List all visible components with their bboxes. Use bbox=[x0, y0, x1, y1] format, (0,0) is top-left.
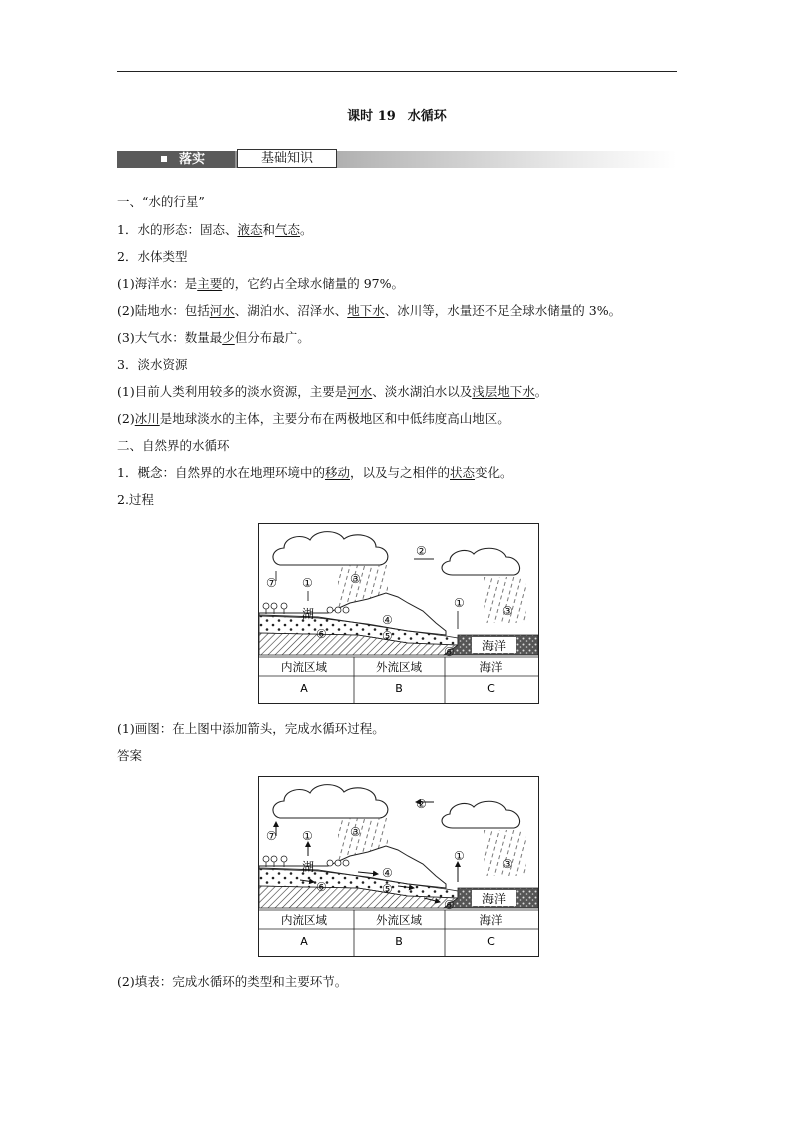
marker-5-answer: ⑤ bbox=[382, 882, 393, 896]
zone-a-label-answer: 内流区域 bbox=[281, 913, 327, 927]
lake-label-answer: 湖 bbox=[302, 860, 315, 874]
lesson-topic: 水循环 bbox=[407, 109, 447, 124]
banner-dark-block bbox=[117, 151, 235, 168]
marker-7: ⑦ bbox=[266, 576, 277, 590]
item-atmospheric-water: (3)大气水：数量最少但分布最广。 bbox=[117, 330, 310, 345]
banner-tab: 基础知识 bbox=[237, 149, 337, 168]
zone-c-label: 海洋 bbox=[479, 660, 503, 674]
marker-1: ① bbox=[302, 576, 313, 590]
zone-a-label: 内流区域 bbox=[281, 660, 327, 674]
water-cycle-diagram-answer bbox=[258, 776, 539, 957]
item-freshwater-use: (1)目前人类利用较多的淡水资源，主要是河水、淡水湖泊水以及浅层地下水。 bbox=[117, 384, 548, 399]
marker-3: ③ bbox=[350, 572, 361, 586]
header-rule bbox=[117, 71, 677, 72]
marker-2: ② bbox=[416, 544, 427, 558]
marker-6b-answer: ⑥ bbox=[444, 898, 455, 912]
sea-label-answer: 海洋 bbox=[481, 892, 507, 906]
label-b-answer: B bbox=[395, 935, 403, 948]
marker-6b: ⑥ bbox=[444, 645, 455, 659]
sea-label: 海洋 bbox=[481, 639, 507, 653]
zone-c-label-answer: 海洋 bbox=[479, 913, 503, 927]
marker-3b-answer: ③ bbox=[502, 857, 513, 871]
zone-b-label: 外流区域 bbox=[376, 660, 422, 674]
marker-1b: ① bbox=[454, 596, 465, 610]
marker-2-answer: ② bbox=[416, 797, 427, 811]
marker-7-answer: ⑦ bbox=[266, 829, 277, 843]
lesson-number: 课时 19 bbox=[347, 109, 396, 124]
item-process: 2.过程 bbox=[117, 492, 154, 507]
section-banner bbox=[117, 149, 677, 170]
zone-b-label-answer: 外流区域 bbox=[376, 913, 422, 927]
marker-5: ⑤ bbox=[382, 629, 393, 643]
heading-2: 二、自然界的水循环 bbox=[117, 438, 230, 453]
item-land-water: (2)陆地水：包括河水、湖泊水、沼泽水、地下水、冰川等，水量还不足全球水储量的 3%。 bbox=[117, 303, 622, 318]
label-b: B bbox=[395, 682, 403, 695]
marker-3-answer: ③ bbox=[350, 825, 361, 839]
item-ocean-water: (1)海洋水：是主要的，它约占全球水储量的 97%。 bbox=[117, 276, 404, 291]
heading-1: 一、“水的行星” bbox=[117, 194, 205, 209]
marker-3b: ③ bbox=[502, 604, 513, 618]
label-c: C bbox=[487, 682, 495, 695]
page-title bbox=[0, 105, 794, 124]
question-2: (2)填表：完成水循环的类型和主要环节。 bbox=[117, 974, 348, 989]
marker-4: ④ bbox=[382, 613, 393, 627]
marker-6-answer: ⑥ bbox=[316, 880, 327, 894]
banner-lead: 落实 bbox=[179, 152, 206, 167]
marker-4-answer: ④ bbox=[382, 866, 393, 880]
water-cycle-diagram-question bbox=[258, 523, 539, 704]
answer-label: 答案 bbox=[117, 748, 143, 763]
lake-label: 湖 bbox=[302, 607, 315, 621]
label-a: A bbox=[300, 682, 308, 695]
question-1: (1)画图：在上图中添加箭头，完成水循环过程。 bbox=[117, 721, 385, 736]
item-water-types: 2．水体类型 bbox=[117, 249, 188, 264]
marker-6: ⑥ bbox=[316, 627, 327, 641]
label-a-answer: A bbox=[300, 935, 308, 948]
marker-1b-answer: ① bbox=[454, 849, 465, 863]
marker-1-answer: ① bbox=[302, 829, 313, 843]
item-concept: 1．概念：自然界的水在地理环境中的移动，以及与之相伴的状态变化。 bbox=[117, 465, 513, 480]
item-glacier: (2)冰川是地球淡水的主体，主要分布在两极地区和中低纬度高山地区。 bbox=[117, 411, 510, 426]
item-water-forms: 1．水的形态：固态、液态和气态。 bbox=[117, 222, 313, 237]
item-freshwater: 3．淡水资源 bbox=[117, 357, 188, 372]
banner-square-icon bbox=[161, 156, 167, 162]
label-c-answer: C bbox=[487, 935, 495, 948]
